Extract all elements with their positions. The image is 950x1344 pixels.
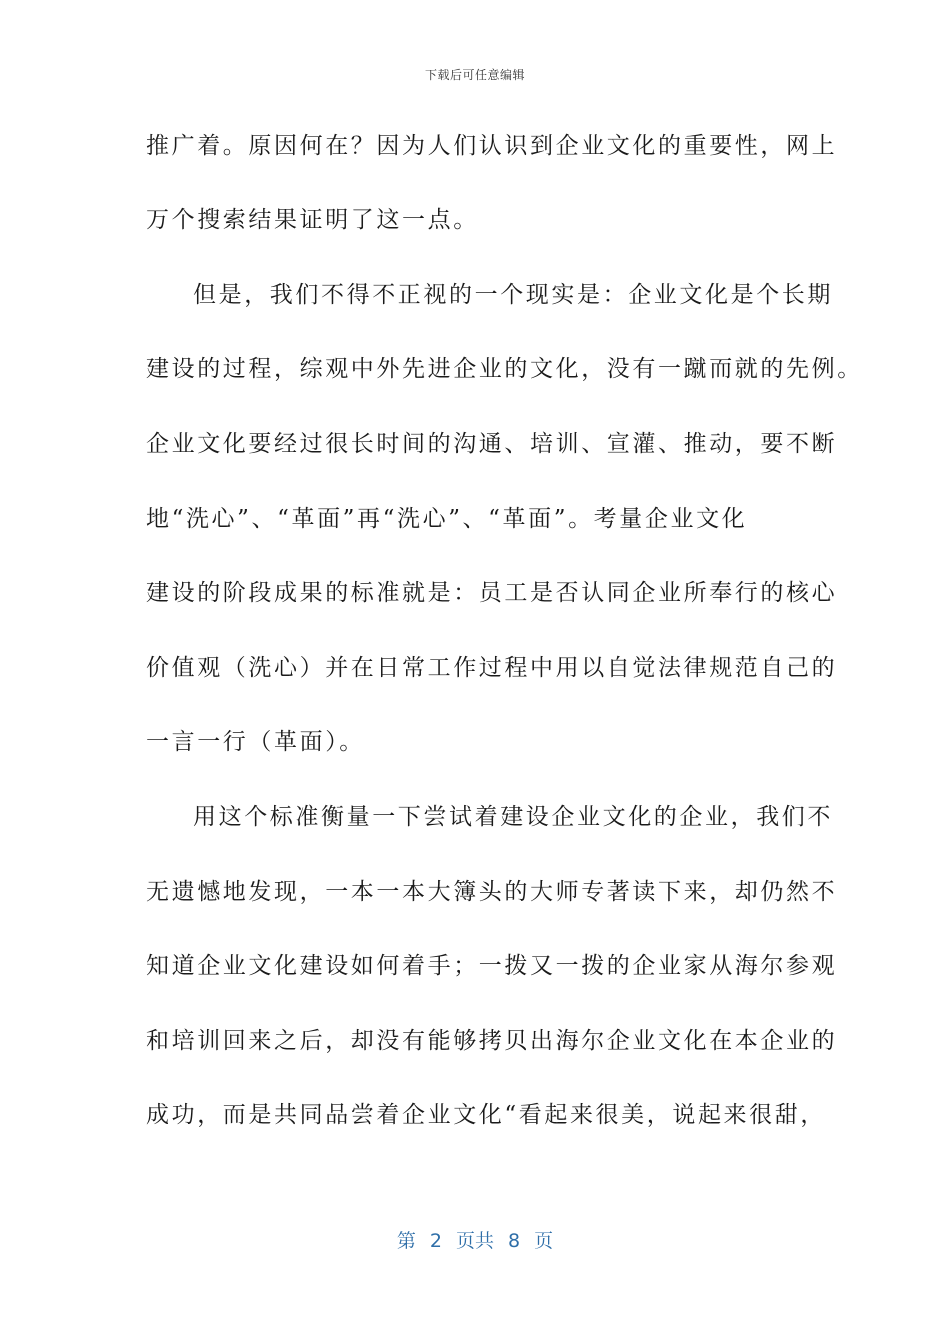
body-line: 建设的过程，综观中外先进企业的文化，没有一蹴而就的先例。 xyxy=(146,356,863,382)
body-line: 地“洗心”、“革面”再“洗心”、“革面”。考量企业文化 xyxy=(146,506,748,532)
body-line: 知道企业文化建设如何着手；一拨又一拨的企业家从海尔参观 xyxy=(146,953,838,979)
body-line: 无遗憾地发现，一本一本大簿头的大师专著读下来，却仍然不 xyxy=(146,879,838,905)
body-line: 价值观（洗心）并在日常工作过程中用以自觉法律规范自己的 xyxy=(146,655,838,681)
body-line: 推广着。原因何在？因为人们认识到企业文化的重要性，网上 xyxy=(146,133,838,159)
paragraph-start-line: 但是，我们不得不正视的一个现实是：企业文化是个长期 xyxy=(193,282,833,308)
page-total: 8 xyxy=(508,1230,521,1252)
page-middle: 页共 xyxy=(455,1230,494,1252)
body-line: 企业文化要经过很长时间的沟通、培训、宣灌、推动，要不断 xyxy=(146,431,838,457)
page-prefix: 第 xyxy=(396,1230,416,1252)
paragraph-start-line: 用这个标准衡量一下尝试着建设企业文化的企业，我们不 xyxy=(193,804,833,830)
page-suffix: 页 xyxy=(534,1230,554,1252)
body-line: 万个搜索结果证明了这一点。 xyxy=(146,207,479,233)
header-note: 下载后可任意编辑 xyxy=(424,68,525,82)
body-line: 一言一行（革面）。 xyxy=(146,729,365,755)
body-line: 建设的阶段成果的标准就是：员工是否认同企业所奉行的核心 xyxy=(146,580,838,606)
body-line: 成功，而是共同品尝着企业文化“看起来很美，说起来很甜， xyxy=(146,1102,826,1128)
body-line: 和培训回来之后，却没有能够拷贝出海尔企业文化在本企业的 xyxy=(146,1028,838,1054)
page-footer xyxy=(0,1226,950,1253)
page-number: 2 xyxy=(429,1230,442,1252)
